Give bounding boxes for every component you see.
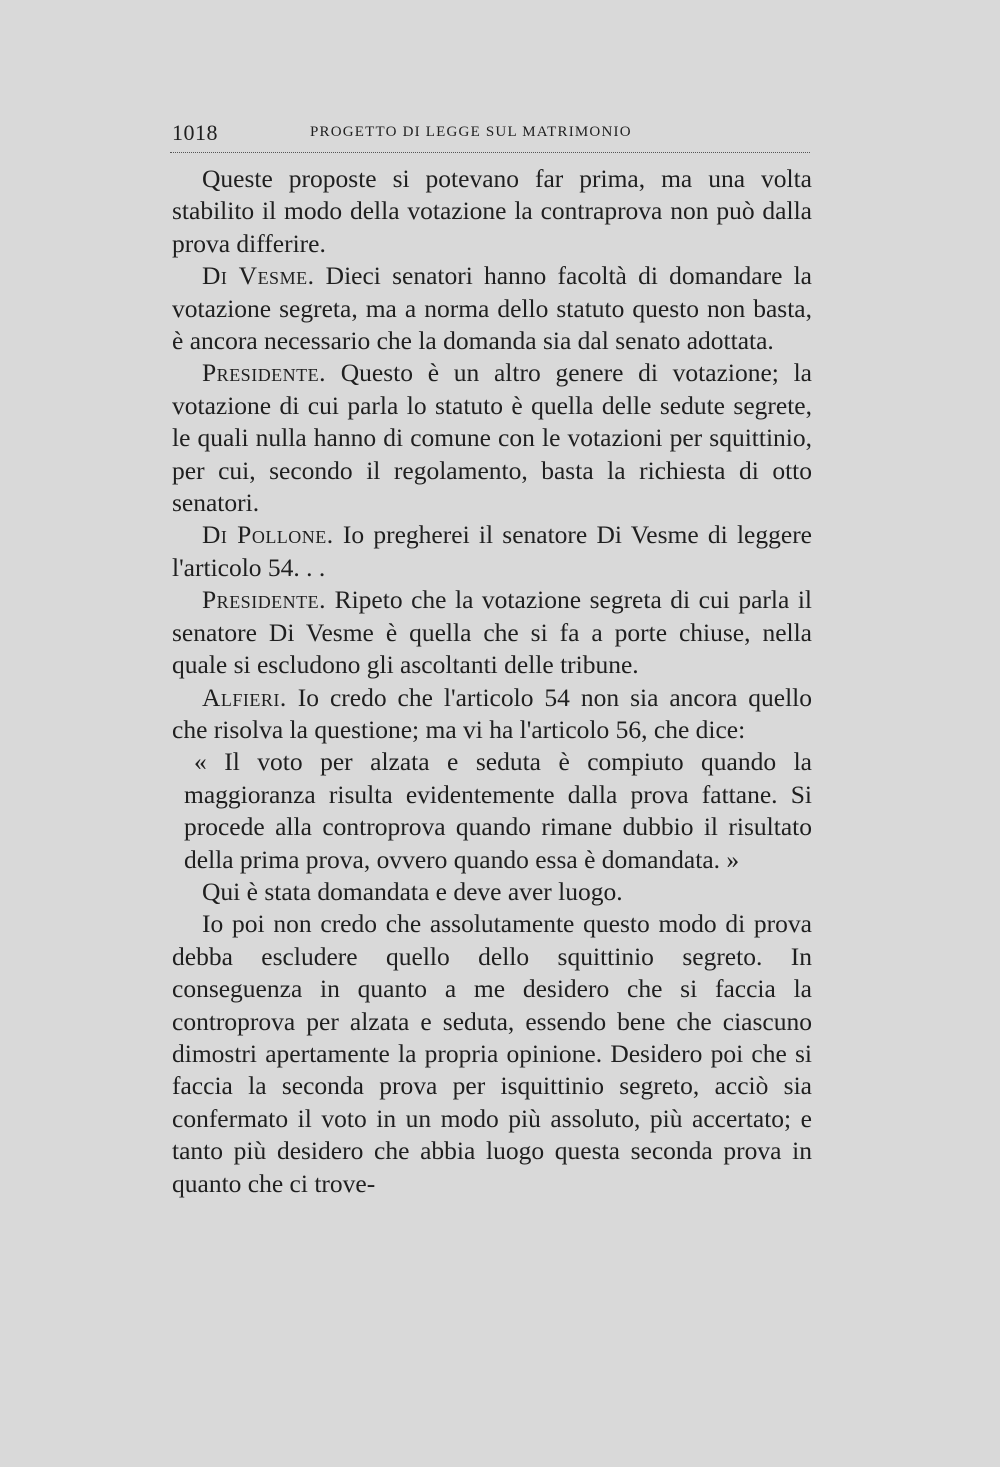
paragraph-text: Io pregherei il senatore Di Vesme di leggere l'articolo 54. . . [172,520,813,582]
body-text [172,163,812,1200]
page-header [170,120,810,153]
speaker-name: Alfieri. [202,682,287,712]
paragraph-text: Dieci senatori hanno facoltà di domandare la votazione segreta, ma a norma dello statuto questo non basta, è ancora necessario che la domanda sia dal senato adottata. [172,261,812,356]
paragraph-text: Ripeto che la votazione segreta di cui parla il senatore Di Vesme è quella che si fa a porte chiuse, nella quale si escludono gli ascoltanti delle tribune. [172,585,812,680]
speaker-name: Di Pollone. [202,520,334,550]
paragraph-text: Queste proposte si potevano far prima, ma una volta stabilito il modo della votazione la contraprova non può dalla prova differire. [172,164,812,258]
paragraph-text: Questo è un altro genere di votazione; la votazione di cui parla lo statuto è quella delle sedute segrete, le quali nulla hanno di comune con le votazioni per squittinio, per cui, secondo il regolamento, basta la richiesta di otto senatori. [172,358,812,518]
paragraph-text: Io credo che l'articolo 54 non sia ancora quello che risolva la questione; ma vi ha l'articolo 56, che dice: [172,682,812,744]
paragraph-alfieri [172,682,812,747]
paragraph-presidente-1 [172,357,812,519]
paragraph-opening [172,163,812,260]
paragraph-di-pollone [172,519,812,584]
speaker-name: Di Vesme. [202,261,315,291]
running-title: PROGETTO DI LEGGE SUL MATRIMONIO [310,124,632,140]
paragraph-closing-2: Io poi non credo che assolutamente questo modo di prova debba escludere quello dello squittinio segreto. In conseguenza in quanto a me desidero che si faccia la controprova per alzata e seduta, essendo bene che ciascuno dimostri apertamente la propria opinione. Desidero poi che si faccia la seconda prova per isquittinio segreto, acciò sia confermato il voto in un modo più assoluto, più accertato; e tanto più desidero che abbia luogo questa seconda prova in quanto che ci trove- [172,909,812,1198]
paragraph-closing-1: Qui è stata domandata e deve aver luogo. [202,876,623,906]
paragraph-presidente-2 [172,584,812,681]
page-number: 1018 [172,120,218,145]
quoted-article: « Il voto per alzata e seduta è compiuto quando la maggioranza risulta evidentemente dalla prova fattane. Si procede alla controprova quando rimane dubbio il risultato della prima prova, ovvero quando essa è domandata. » [184,747,812,874]
speaker-name: Presidente. [202,358,327,388]
paragraph-di-vesme [172,260,812,357]
speaker-name: Presidente. [202,585,327,615]
